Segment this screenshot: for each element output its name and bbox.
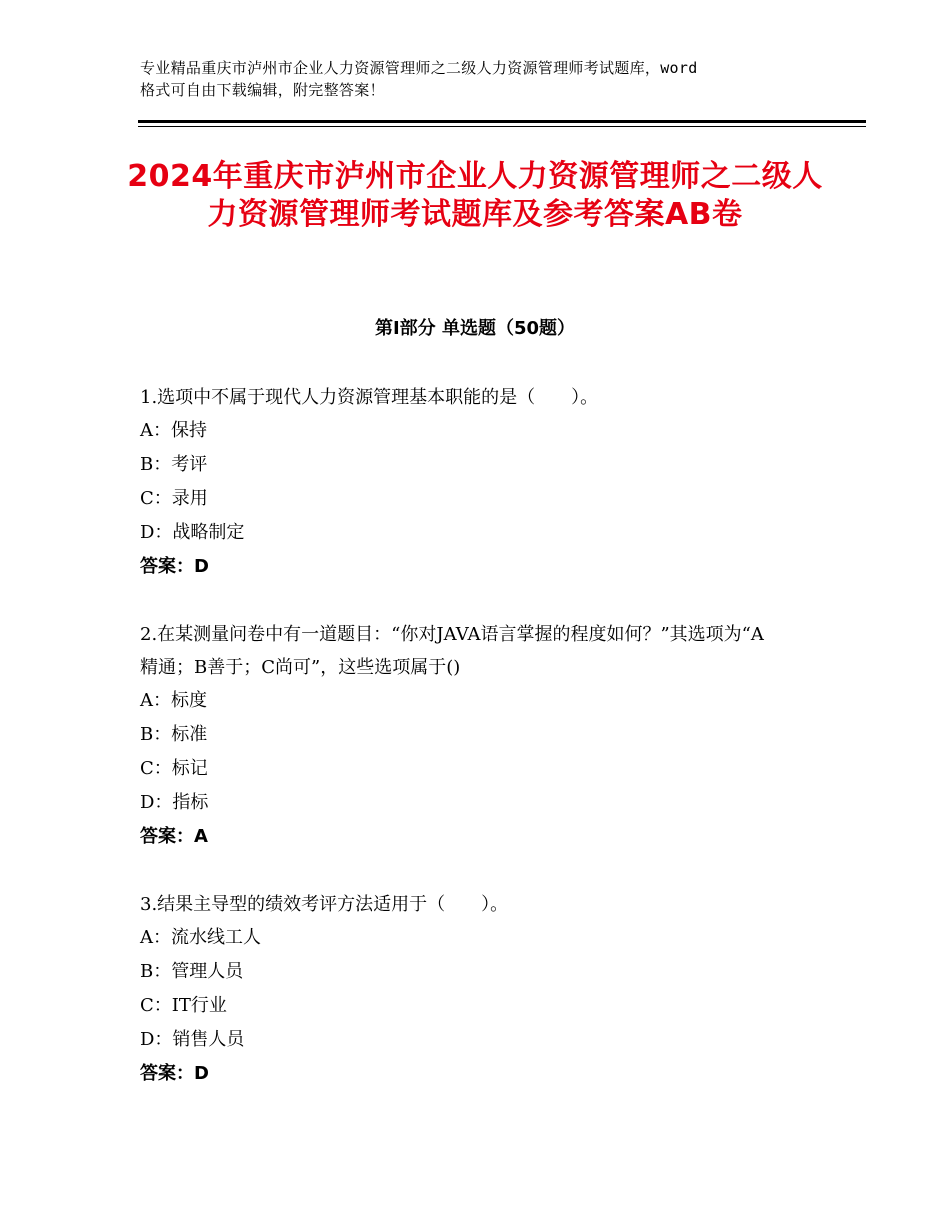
option-c: C：IT行业: [140, 995, 227, 1016]
question-1: [140, 381, 780, 584]
question-3: [140, 888, 780, 1091]
answer: 答案：D: [140, 1063, 209, 1084]
header-note-line-2: 格式可自由下载编辑，附完整答案！: [140, 81, 385, 99]
option-b: B：考评: [140, 454, 208, 475]
header-note-line-1: 专业精品重庆市泸州市企业人力资源管理师之二级人力资源管理师考试题库，word: [140, 59, 698, 77]
section-title: 第Ⅰ部分 单选题（50题）: [374, 318, 575, 339]
option-a: A：保持: [140, 420, 207, 441]
document-title: 2024年重庆市泸州市企业人力资源管理师之二级人力资源管理师考试题库及参考答案AB卷: [127, 159, 823, 232]
option-b: B：标准: [140, 724, 208, 745]
answer: 答案：A: [140, 826, 208, 847]
option-a: A：标度: [140, 690, 207, 711]
question-2: [140, 618, 780, 854]
option-c: C：录用: [140, 488, 208, 509]
option-d: D：销售人员: [140, 1029, 245, 1050]
question-text: 1.选项中不属于现代人力资源管理基本职能的是（ ）。: [140, 387, 599, 408]
answer: 答案：D: [140, 556, 209, 577]
option-b: B：管理人员: [140, 961, 244, 982]
header-note: [140, 57, 840, 101]
question-list: [140, 381, 780, 1125]
header-divider-thin: [138, 126, 866, 127]
question-text: 3.结果主导型的绩效考评方法适用于（ ）。: [140, 894, 509, 915]
option-a: A：流水线工人: [140, 927, 261, 948]
option-d: D：战略制定: [140, 522, 245, 543]
option-d: D：指标: [140, 792, 209, 813]
option-c: C：标记: [140, 758, 208, 779]
header-divider-thick: [138, 120, 866, 123]
question-text: 2.在某测量问卷中有一道题目：“你对JAVA语言掌握的程度如何？”其选项为“A精通；B善于；C尚可”，这些选项属于(): [140, 624, 764, 678]
